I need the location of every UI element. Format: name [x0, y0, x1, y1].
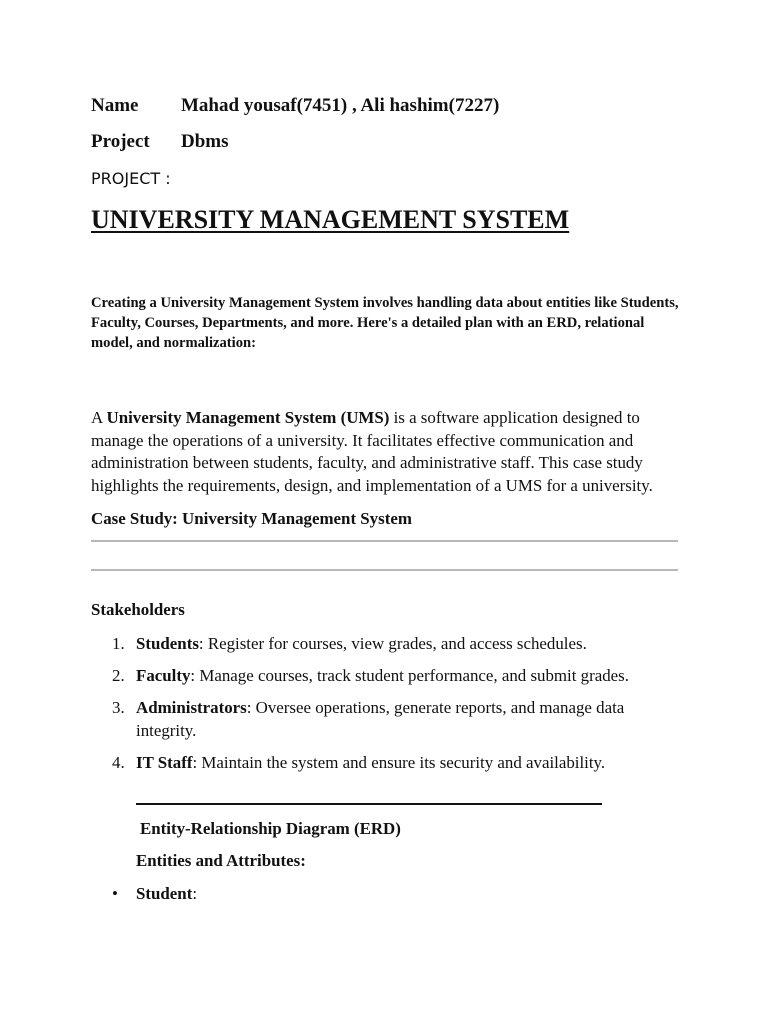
- list-term: Students: [136, 634, 199, 653]
- list-term: Administrators: [136, 698, 247, 717]
- list-item: [91, 632, 671, 655]
- list-number: 3.: [112, 698, 125, 717]
- list-description: : Maintain the system and ensure its security and availability.: [192, 753, 606, 772]
- name-label: Name: [91, 95, 139, 116]
- section-divider: [136, 803, 602, 805]
- paragraph-bold-term: University Management System (UMS): [106, 408, 390, 427]
- list-number: 2.: [112, 666, 125, 685]
- paragraph-prefix: A: [91, 408, 107, 427]
- list-item: [91, 664, 671, 687]
- list-description: : Oversee operations, generate reports, and manage data integrity.: [136, 698, 625, 740]
- list-number: 1.: [112, 634, 125, 653]
- stakeholders-list: [91, 632, 671, 783]
- name-value: Mahad yousaf(7451) , Ali hashim(7227): [181, 95, 500, 116]
- project-kicker: PROJECT :: [91, 169, 171, 188]
- list-term: IT Staff: [136, 753, 193, 772]
- list-term: Faculty: [136, 666, 191, 685]
- bullet-description: :: [192, 884, 198, 903]
- document-title: UNIVERSITY MANAGEMENT SYSTEM: [91, 205, 570, 234]
- entities-heading: Entities and Attributes:: [136, 851, 306, 870]
- project-label: Project: [91, 131, 150, 152]
- paragraph-rest: is a software application designed to manage the operations of a university. It facilitates effective communication and administration between students, faculty, and administrative staff. This case study highlights the requirements, design, and implementation of a UMS for a university.: [91, 408, 653, 495]
- bullet-term: Student: [136, 884, 193, 903]
- list-description: : Register for courses, view grades, and access schedules.: [198, 634, 587, 653]
- intro-paragraph: Creating a University Management System involves handling data about entities like Students, Faculty, Courses, Departments, and more. Here's a detailed plan with an ERD, relational model, and normalization:: [91, 295, 679, 351]
- stakeholders-heading: Stakeholders: [91, 600, 185, 619]
- bullet-icon: •: [112, 884, 118, 903]
- project-value: Dbms: [181, 131, 229, 152]
- list-item: [91, 751, 671, 774]
- list-number: 4.: [112, 753, 125, 772]
- horizontal-rule: [91, 569, 678, 571]
- ums-description-paragraph: [91, 407, 691, 497]
- horizontal-rule: [91, 540, 678, 542]
- list-item: [91, 696, 671, 742]
- case-study-heading: Case Study: University Management System: [91, 509, 412, 528]
- bullet-item: [136, 883, 197, 905]
- list-description: : Manage courses, track student performance, and submit grades.: [190, 666, 629, 685]
- erd-heading: Entity-Relationship Diagram (ERD): [140, 819, 401, 838]
